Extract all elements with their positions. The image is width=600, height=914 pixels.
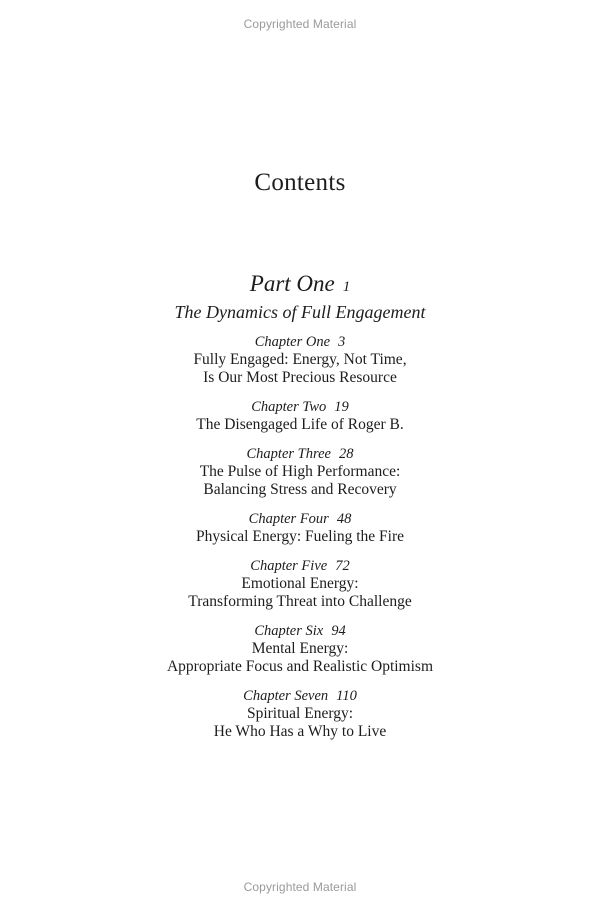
chapter-entry[interactable]: [0, 445, 600, 499]
chapter-title-line: Balancing Stress and Recovery: [203, 481, 397, 498]
chapter-title-line: The Disengaged Life of Roger B.: [196, 416, 404, 433]
chapter-page-number: 94: [331, 623, 346, 639]
chapter-title-line: Fully Engaged: Energy, Not Time,: [193, 351, 407, 368]
chapter-entry[interactable]: [0, 622, 600, 676]
chapter-label: [0, 398, 600, 416]
copyright-watermark-bottom: Copyrighted Material: [243, 880, 357, 894]
chapter-entry[interactable]: [0, 398, 600, 434]
chapter-page-number: 3: [338, 334, 346, 350]
chapter-name: Chapter One: [254, 334, 331, 350]
chapter-title-line: Is Our Most Precious Resource: [203, 369, 397, 386]
chapter-title-line: Emotional Energy:: [241, 575, 359, 592]
chapter-name: Chapter Seven: [243, 688, 329, 704]
chapter-title-line: Appropriate Focus and Realistic Optimism: [166, 658, 434, 675]
chapter-name: Chapter Three: [246, 446, 331, 462]
chapter-page-number: 48: [336, 511, 352, 527]
chapter-name: Chapter Six: [254, 623, 324, 639]
chapter-entry[interactable]: [0, 687, 600, 741]
chapter-title-line: The Pulse of High Performance:: [199, 463, 401, 480]
chapter-entry[interactable]: [0, 333, 600, 387]
part-subtitle: The Dynamics of Full Engagement: [174, 302, 426, 322]
page-title: Contents: [254, 169, 346, 196]
chapter-label: [0, 333, 600, 351]
part-label: Part One: [249, 271, 335, 296]
part-page-number: 1: [342, 279, 351, 295]
chapter-label: [0, 557, 600, 575]
copyright-watermark-top: Copyrighted Material: [243, 17, 357, 31]
chapter-page-number: 19: [334, 399, 349, 415]
chapter-title-line: Physical Energy: Fueling the Fire: [195, 528, 405, 545]
chapter-page-number: 28: [338, 446, 354, 462]
chapter-label: [0, 687, 600, 705]
chapter-page-number: 110: [336, 688, 357, 704]
chapter-list: [0, 333, 600, 741]
chapter-title-line: Spiritual Energy:: [246, 705, 354, 722]
chapter-entry[interactable]: [0, 510, 600, 546]
chapter-label: [0, 622, 600, 640]
part-heading[interactable]: [0, 270, 600, 301]
chapter-label: [0, 445, 600, 463]
chapter-name: Chapter Four: [248, 511, 329, 527]
chapter-page-number: 72: [335, 558, 350, 574]
chapter-title-line: He Who Has a Why to Live: [213, 723, 387, 740]
chapter-label: [0, 510, 600, 528]
table-of-contents: [0, 270, 600, 752]
chapter-title-line: Transforming Threat into Challenge: [188, 593, 412, 610]
chapter-entry[interactable]: [0, 557, 600, 611]
chapter-name: Chapter Five: [250, 558, 328, 574]
chapter-name: Chapter Two: [251, 399, 327, 415]
chapter-title-line: Mental Energy:: [251, 640, 349, 657]
